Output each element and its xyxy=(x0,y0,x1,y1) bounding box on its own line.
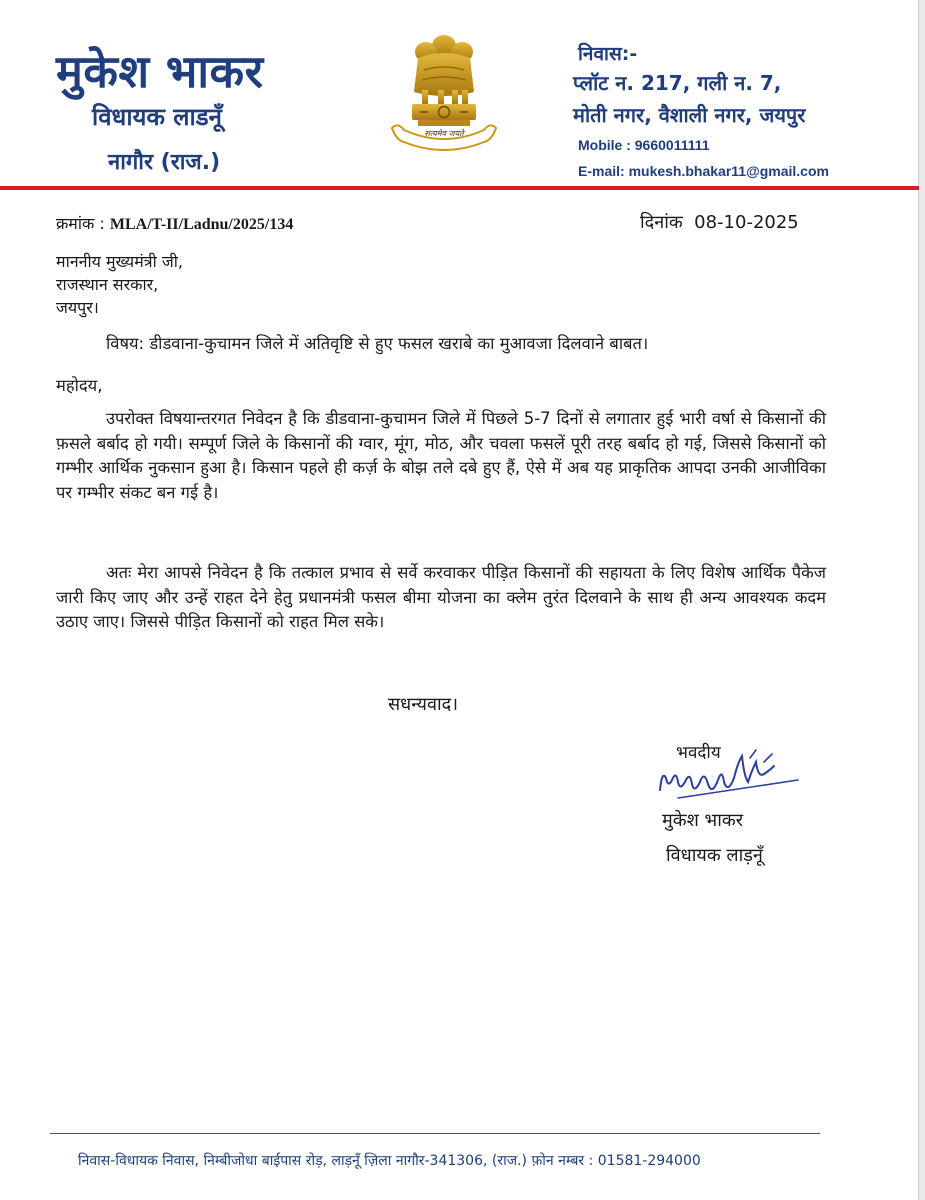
emblem-motto: सत्यमेव जयते xyxy=(424,129,464,138)
header-divider xyxy=(0,186,919,190)
addressee-line: राजस्थान सरकार, xyxy=(56,275,159,294)
date-label: दिनांक xyxy=(640,212,683,233)
valediction: भवदीय xyxy=(676,743,721,763)
signature-image xyxy=(652,740,802,812)
letter-paragraph-2: अतः मेरा आपसे निवेदन है कि तत्काल प्रभाव से सर्वे करवाकर पीड़ित किसानों की सहायता के लिए विशेष आर्थिक पैकेज जारी किए जाए और उन्हें राहत देने हेतु प्रधानमंत्री फसल बीमा योजना का क्लेम तुरंत दिलवाने के साथ ही अन्य आवश्यक कदम उठाए जाए। जिससे पीड़ित किसानों को राहत मिल सके। xyxy=(56,563,826,631)
footer-address: निवास-विधायक निवास, निम्बीजोधा बाईपास रोड़, लाड़नूँ ज़िला नागौर-341306, (राज.) फ़ोन नम्बर : 01581-294000 xyxy=(78,1153,701,1169)
signatory-name: मुकेश भाकर xyxy=(662,810,744,831)
address-label: निवास:- xyxy=(578,43,638,65)
date-value: 08-10-2025 xyxy=(694,212,799,233)
footer-divider xyxy=(50,1133,820,1134)
addressee-line: माननीय मुख्यमंत्री जी, xyxy=(56,252,183,271)
signatory-designation: विधायक लाड़नूँ xyxy=(666,845,763,866)
national-emblem-icon xyxy=(388,30,500,160)
contact-email: E-mail: mukesh.bhakar11@gmail.com xyxy=(578,163,829,179)
letter-thanks: सधन्यवाद। xyxy=(388,694,459,715)
addressee-block xyxy=(56,250,183,319)
reference-label: क्रमांक : xyxy=(56,214,105,233)
letterhead-name: मुकेश भाकर xyxy=(56,45,264,98)
reference-row xyxy=(56,212,293,234)
addressee-line: जयपुर। xyxy=(56,298,99,317)
reference-number: MLA/T-II/Ladnu/2025/134 xyxy=(109,216,294,233)
address-line-2: मोती नगर, वैशाली नगर, जयपुर xyxy=(573,103,806,127)
page-edge xyxy=(919,0,925,1200)
letter-subject: विषय: डीडवाना-कुचामन जिले में अतिवृष्टि से हुए फसल खराबे का मुआवजा दिलवाने बाबत। xyxy=(106,334,649,353)
contact-mobile: Mobile : 9660011111 xyxy=(578,137,710,153)
address-line-1: प्लॉट न. 217, गली न. 7, xyxy=(573,71,782,95)
letterhead-district: नागौर (राज.) xyxy=(108,150,221,175)
letter-salutation: महोदय, xyxy=(56,376,103,395)
letter-paragraph-1: उपरोक्त विषयान्तरगत निवेदन है कि डीडवाना-कुचामन जिले में पिछले 5-7 दिनों से लगातार हुई भारी वर्षा से किसानों की फ़सले बर्बाद हो गयी। सम्पूर्ण जिले के किसानों की ग्वार, मूंग, मोठ, और चवला फसलें पूरी तरह बर्बाद हो गई, जिससे किसानों को गम्भीर आर्थिक नुकसान हुआ है। किसान पहले ही कर्ज़ के बोझ तले दबे हुए हैं, ऐसे में अब यह प्राकृतिक आपदा उनकी आजीविका पर गम्भीर संकट बन गई है। xyxy=(56,409,826,502)
date-row xyxy=(640,210,799,234)
letterhead-designation: विधायक लाडनूँ xyxy=(92,103,222,131)
